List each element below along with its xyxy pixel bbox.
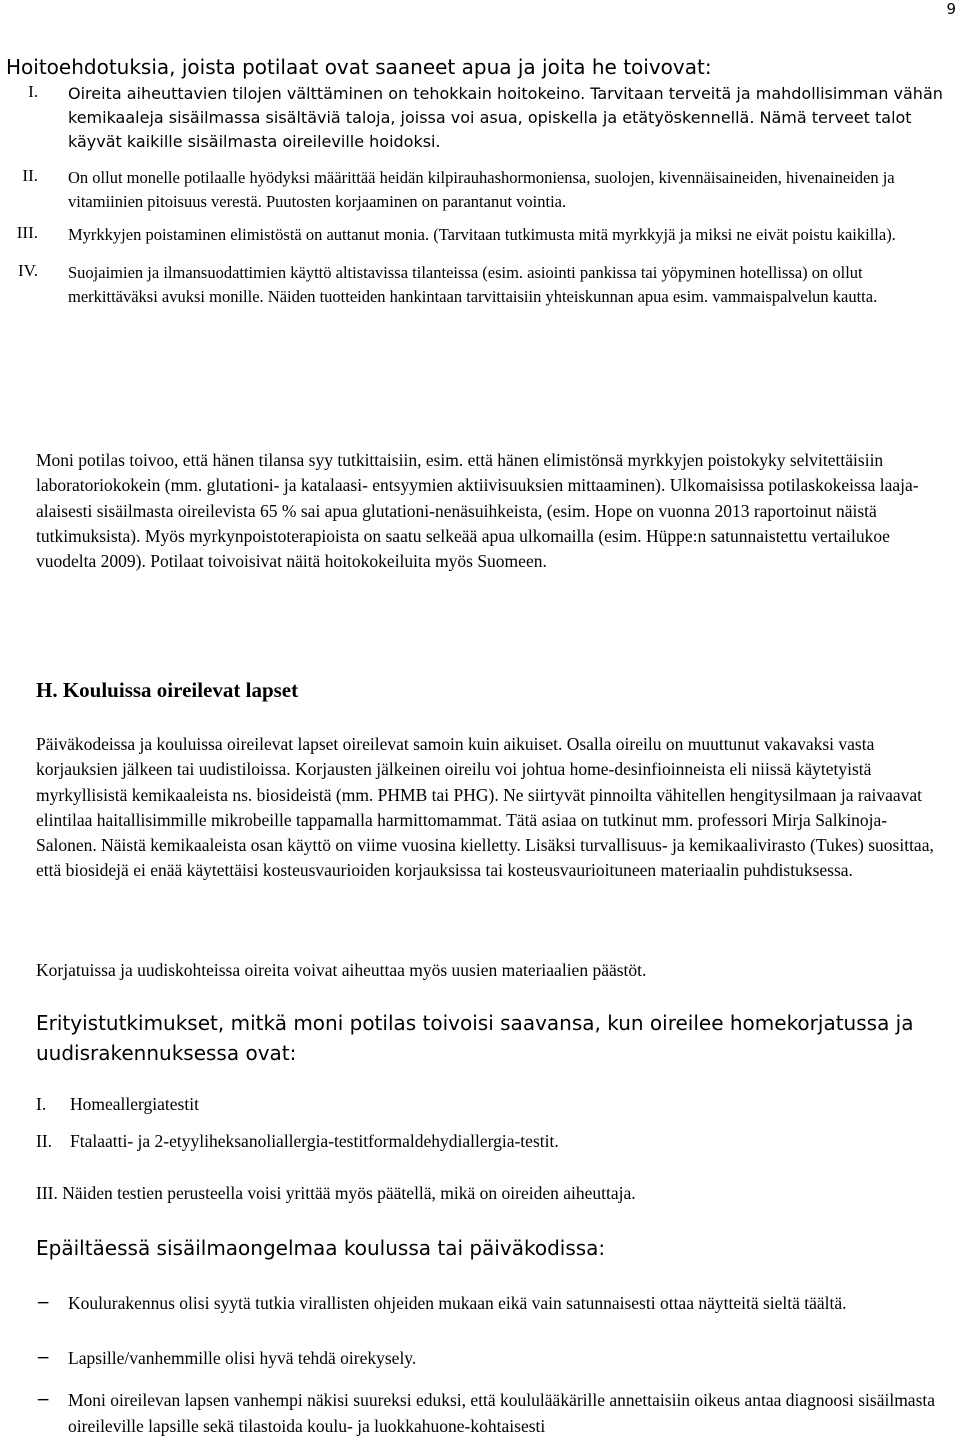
school-paragraph: Päiväkodeissa ja kouluissa oireilevat lapset oireilevat samoin kuin aikuiset. Osalla oireilu on muuttunut vakavaksi vasta korjauksien jälkeen tai uudistiloissa. Korjausten jälkeinen oireilu voi johtua home-desinfioinneista eli niissä käytetyistä myrkyllisistä kemikaaleista ns. biosideistä (mm. PHMB tai PHG). Ne siirtyvät pinnoilta vähitellen hengitysilmaan ja raivaavat elintilaa haitallisimmille mikrobeille tappamalla harmittomammat. Tätä asiaa on tutkinut mm. professori Mirja Salkinoja-Salonen. Näistä kemikaaleista osan käyttö on viime vuosina kielletty. Lisäksi turvallisuus- ja kemikaalivirasto (Tukes) suosittaa, että biosidejä ei enää käytettäisi kosteusvaurioiden korjauksissa tai kosteusvaurioituneen materiaalin puhdistuksessa. [36, 734, 934, 881]
special-test-number: I. [36, 1094, 47, 1114]
wish-paragraph: Moni potilas toivoo, että hänen tilansa syy tutkittaisiin, esim. että hänen elimistönsä myrkkyjen poistokyky selvitettäisiin laboratoriokokein (mm. glutationi- ja katalaasi- entsyymien aktiivisuuksien mittaaminen). Ulkomaisissa potilaskokeissa laaja-alaisesti sisäilmasta oireilevista 65 % sai apua glutationi-nenäsuihkeista, (esim. Hope on vuonna 2013 raportoinut näistä tutkimuksista). Myös myrkynpoistoterapioista on saatu selkeää apua ulkomailla (esim. Hüppe:n satunnaistettu vertailukoe vuodelta 2009). Potilaat toivoisivat näitä hoitokokeiluita myös Suomeen. [36, 450, 919, 572]
treatment-item [0, 166, 952, 214]
treatment-suggestions-heading: Hoitoehdotuksia, joista potilaat ovat saaneet apua ja joita he toivovat: [6, 55, 712, 79]
treatment-number: I. [28, 82, 38, 101]
treatment-text: Oireita aiheuttavien tilojen välttäminen on tehokkain hoitokeino. Tarvitaan terveitä ja mahdollisimman vähän kemikaaleja sisäilmassa sisältäviä taloja, joissa voi asua, opiskella ja etätyöskennellä. Nämä terveet talot käyvät kaikille sisäilmasta oireileville hoidoksi. [68, 84, 943, 151]
suspect-heading: Epäiltäessä sisäilmaongelmaa koulussa tai päiväkodissa: [36, 1236, 606, 1260]
treatment-text: On ollut monelle potilaalle hyödyksi määrittää heidän kilpirauhashormoniensa, suolojen, kivennäisaineiden, hivenaineiden ja vitamiinien pitoisuus verestä. Puutosten korjaaminen on parantanut vointia. [68, 168, 895, 211]
dash-bullet-icon: − [36, 1293, 51, 1313]
suspect-list-item [0, 1387, 960, 1439]
dash-bullet-icon: − [36, 1348, 51, 1368]
special-test-item [36, 1183, 636, 1204]
treatment-number: IV. [18, 261, 38, 280]
treatment-number: II. [22, 166, 38, 185]
special-test-number: III. [36, 1183, 58, 1203]
special-test-text: Näiden testien perusteella voisi yrittää myös päätellä, mikä on oireiden aiheuttaja. [62, 1183, 636, 1203]
suspect-item-text: Moni oireilevan lapsen vanhempi näkisi suureksi eduksi, että koululääkärille annettaisiin oikeus antaa diagnoosi sisäilmasta oireileville lapsille sekä tilastoida koulu- ja luokkahuone-kohtaisesti [68, 1390, 936, 1436]
special-test-text: Homeallergiatestit [70, 1094, 199, 1114]
treatment-text: Myrkkyjen poistaminen elimistöstä on auttanut monia. (Tarvitaan tutkimusta mitä myrkkyjä ja miksi ne eivät poistu kaikilla). [68, 225, 896, 244]
suspect-list-item [0, 1345, 960, 1371]
repair-paragraph: Korjatuissa ja uudiskohteissa oireita voivat aiheuttaa myös uusien materiaalien päästöt. [36, 960, 647, 980]
treatment-number: III. [16, 223, 38, 242]
suspect-list-item [0, 1290, 960, 1316]
treatment-item [0, 261, 952, 309]
treatment-item [0, 223, 952, 247]
treatment-list [0, 82, 960, 318]
page-number: 9 [946, 0, 956, 18]
special-test-item [36, 1131, 559, 1152]
section-h-title: H. Kouluissa oireilevat lapset [36, 678, 299, 702]
special-test-item [36, 1094, 199, 1115]
special-test-number: II. [36, 1131, 53, 1151]
suspect-item-text: Koulurakennus olisi syytä tutkia virallisten ohjeiden mukaan eikä vain satunnaisesti ottaa näytteitä sieltä täältä. [68, 1293, 847, 1313]
suspect-item-text: Lapsille/vanhemmille olisi hyvä tehdä oirekysely. [68, 1348, 417, 1368]
dash-bullet-icon: − [36, 1390, 51, 1410]
special-tests-heading: Erityistutkimukset, mitkä moni potilas toivoisi saavansa, kun oireilee homekorjatussa ja uudisrakennuksessa ovat: [36, 1011, 914, 1065]
treatment-item [0, 82, 952, 154]
treatment-text: Suojaimien ja ilmansuodattimien käyttö altistavissa tilanteissa (esim. asiointi pankissa tai yöpyminen hotellissa) on ollut merkittäväksi avuksi monille. Näiden tuotteiden hankintaan tarvittaisiin yhteiskunnan apua esim. vammaispalvelun kautta. [68, 263, 878, 306]
special-test-text: Ftalaatti- ja 2-etyyliheksanoliallergia-testitformaldehydiallergia-testit. [70, 1131, 559, 1151]
